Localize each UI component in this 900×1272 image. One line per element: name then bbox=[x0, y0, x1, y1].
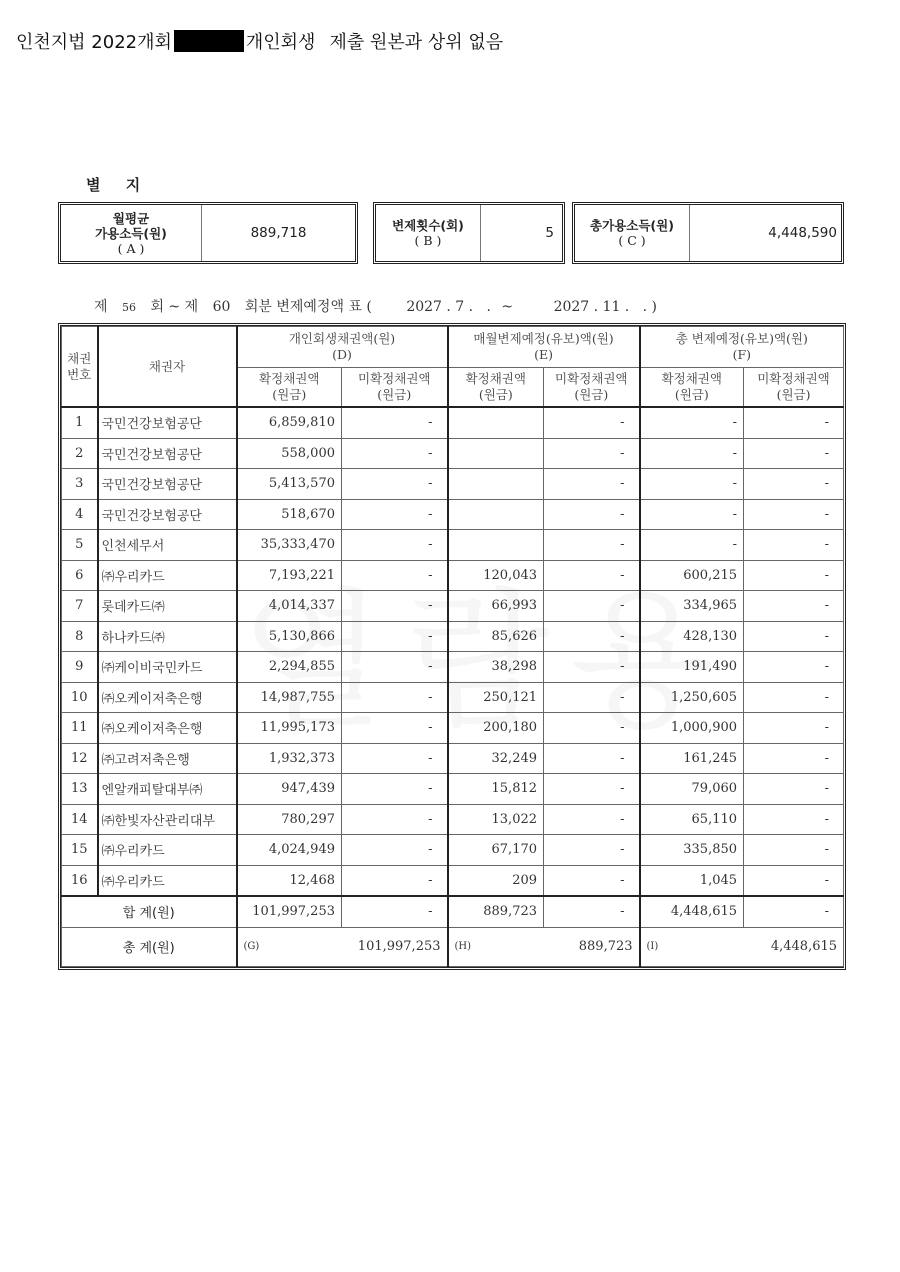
e-unconfirmed: - bbox=[544, 530, 640, 561]
creditor-name: 하나카드㈜ bbox=[98, 621, 237, 652]
d-confirmed: 518,670 bbox=[237, 499, 342, 530]
col-group-e bbox=[448, 327, 640, 368]
f-confirmed: - bbox=[640, 530, 744, 561]
table-row bbox=[62, 682, 844, 713]
table-row bbox=[62, 530, 844, 561]
table-row bbox=[62, 804, 844, 835]
creditor-name: 인천세무서 bbox=[98, 530, 237, 561]
row-number: 13 bbox=[62, 774, 98, 805]
e-unconfirmed: - bbox=[544, 499, 640, 530]
row-number: 1 bbox=[62, 407, 98, 438]
e-unconfirmed: - bbox=[544, 865, 640, 896]
f-confirmed: 191,490 bbox=[640, 652, 744, 683]
case-prefix: 2022개회 bbox=[91, 32, 172, 53]
row-number: 16 bbox=[62, 865, 98, 896]
subtotal-d-confirmed: 101,997,253 bbox=[237, 896, 342, 927]
d-unconfirmed: - bbox=[342, 652, 448, 683]
case-type: 개인회생 bbox=[245, 32, 316, 53]
summary-value-c: 4,448,590 bbox=[768, 225, 837, 241]
e-confirmed bbox=[448, 438, 544, 469]
f-unconfirmed: - bbox=[744, 499, 844, 530]
d-confirmed: 35,333,470 bbox=[237, 530, 342, 561]
header-line: 채권 bbox=[67, 350, 92, 366]
sub-label: 미확정채권액 bbox=[555, 371, 628, 386]
sub-label: 미확정채권액 bbox=[757, 371, 830, 386]
table-row bbox=[62, 835, 844, 866]
period-title bbox=[94, 296, 667, 316]
e-unconfirmed: - bbox=[544, 652, 640, 683]
d-confirmed: 558,000 bbox=[237, 438, 342, 469]
d-unconfirmed: - bbox=[342, 499, 448, 530]
summary-box-repayment-count bbox=[373, 202, 565, 264]
d-confirmed: 6,859,810 bbox=[237, 407, 342, 438]
e-confirmed: 250,121 bbox=[448, 682, 544, 713]
f-confirmed: 335,850 bbox=[640, 835, 744, 866]
table-row bbox=[62, 560, 844, 591]
label-code: ( A ) bbox=[117, 240, 145, 256]
creditor-name: 롯데카드㈜ bbox=[98, 591, 237, 622]
f-unconfirmed: - bbox=[744, 407, 844, 438]
sub-label: 확정채권액 bbox=[661, 371, 722, 386]
group-title: 개인회생채권액(원) bbox=[288, 331, 396, 346]
summary-box-total-income bbox=[572, 202, 844, 264]
e-confirmed: 66,993 bbox=[448, 591, 544, 622]
d-confirmed: 780,297 bbox=[237, 804, 342, 835]
table-row bbox=[62, 469, 844, 500]
e-unconfirmed: - bbox=[544, 560, 640, 591]
f-confirmed: - bbox=[640, 407, 744, 438]
f-unconfirmed: - bbox=[744, 469, 844, 500]
creditor-name: ㈜우리카드 bbox=[98, 835, 237, 866]
d-unconfirmed: - bbox=[342, 591, 448, 622]
d-unconfirmed: - bbox=[342, 804, 448, 835]
sub-label: 확정채권액 bbox=[465, 371, 526, 386]
table-row bbox=[62, 713, 844, 744]
row-number: 5 bbox=[62, 530, 98, 561]
f-confirmed: 161,245 bbox=[640, 743, 744, 774]
sub-note: (원금) bbox=[478, 387, 513, 402]
f-unconfirmed: - bbox=[744, 835, 844, 866]
d-confirmed: 5,413,570 bbox=[237, 469, 342, 500]
header-line: 번호 bbox=[67, 366, 92, 382]
e-confirmed: 15,812 bbox=[448, 774, 544, 805]
f-confirmed: 1,000,900 bbox=[640, 713, 744, 744]
f-unconfirmed: - bbox=[744, 682, 844, 713]
period-prefix: 제 bbox=[94, 299, 108, 315]
value-g: 101,997,253 bbox=[357, 939, 441, 954]
e-unconfirmed: - bbox=[544, 682, 640, 713]
e-confirmed: 85,626 bbox=[448, 621, 544, 652]
d-unconfirmed: - bbox=[342, 774, 448, 805]
grand-total-row bbox=[62, 927, 844, 966]
table-row bbox=[62, 774, 844, 805]
e-unconfirmed: - bbox=[544, 621, 640, 652]
f-unconfirmed: - bbox=[744, 621, 844, 652]
e-confirmed: 200,180 bbox=[448, 713, 544, 744]
value-i: 4,448,615 bbox=[770, 939, 838, 954]
subheader-f-unconfirmed bbox=[744, 368, 844, 408]
e-unconfirmed: - bbox=[544, 774, 640, 805]
table-row bbox=[62, 438, 844, 469]
f-unconfirmed: - bbox=[744, 774, 844, 805]
d-unconfirmed: - bbox=[342, 865, 448, 896]
table-row bbox=[62, 865, 844, 896]
subheader-e-confirmed bbox=[448, 368, 544, 408]
subheader-f-confirmed bbox=[640, 368, 744, 408]
sub-note: (원금) bbox=[574, 387, 609, 402]
creditor-rows bbox=[62, 407, 844, 896]
summary-label-b bbox=[376, 205, 481, 261]
d-confirmed: 1,932,373 bbox=[237, 743, 342, 774]
d-unconfirmed: - bbox=[342, 621, 448, 652]
attachment-label: 별 지 bbox=[86, 176, 151, 194]
subheader-d-confirmed bbox=[237, 368, 342, 408]
f-unconfirmed: - bbox=[744, 652, 844, 683]
row-number: 4 bbox=[62, 499, 98, 530]
subtotal-e-unconfirmed: - bbox=[544, 896, 640, 927]
d-confirmed: 5,130,866 bbox=[237, 621, 342, 652]
period-to-round: 60 bbox=[212, 299, 231, 315]
d-confirmed: 947,439 bbox=[237, 774, 342, 805]
value-h: 889,723 bbox=[578, 939, 633, 954]
summary-value-b: 5 bbox=[545, 225, 554, 241]
subheader-d-unconfirmed bbox=[342, 368, 448, 408]
e-confirmed: 67,170 bbox=[448, 835, 544, 866]
d-unconfirmed: - bbox=[342, 743, 448, 774]
sub-note: (원금) bbox=[674, 387, 709, 402]
e-confirmed: 32,249 bbox=[448, 743, 544, 774]
tag-g: (G) bbox=[243, 941, 260, 952]
table-row bbox=[62, 743, 844, 774]
row-number: 3 bbox=[62, 469, 98, 500]
e-confirmed bbox=[448, 530, 544, 561]
row-number: 12 bbox=[62, 743, 98, 774]
f-confirmed: 600,215 bbox=[640, 560, 744, 591]
creditor-name: ㈜오케이저축은행 bbox=[98, 682, 237, 713]
creditor-name: 국민건강보험공단 bbox=[98, 438, 237, 469]
e-unconfirmed: - bbox=[544, 469, 640, 500]
e-unconfirmed: - bbox=[544, 407, 640, 438]
d-confirmed: 4,014,337 bbox=[237, 591, 342, 622]
table-row bbox=[62, 621, 844, 652]
f-confirmed: - bbox=[640, 438, 744, 469]
table-row bbox=[62, 407, 844, 438]
d-unconfirmed: - bbox=[342, 469, 448, 500]
creditor-name: ㈜오케이저축은행 bbox=[98, 713, 237, 744]
e-unconfirmed: - bbox=[544, 743, 640, 774]
subtotal-label: 합 계(원) bbox=[62, 896, 237, 927]
creditor-name: ㈜케이비국민카드 bbox=[98, 652, 237, 683]
row-number: 9 bbox=[62, 652, 98, 683]
d-confirmed: 7,193,221 bbox=[237, 560, 342, 591]
subtotal-d-unconfirmed: - bbox=[342, 896, 448, 927]
label-line: 월평균 bbox=[112, 210, 150, 226]
f-unconfirmed: - bbox=[744, 560, 844, 591]
col-header-creditor: 채권자 bbox=[98, 327, 237, 408]
row-number: 8 bbox=[62, 621, 98, 652]
row-number: 14 bbox=[62, 804, 98, 835]
label-line: 총가용소득(원) bbox=[590, 218, 674, 233]
label-code: ( C ) bbox=[618, 233, 646, 248]
summary-box-monthly-income bbox=[58, 202, 358, 264]
certification-header bbox=[16, 28, 503, 54]
f-unconfirmed: - bbox=[744, 865, 844, 896]
col-group-d bbox=[237, 327, 448, 368]
period-table-title: 회분 변제예정액 표 ( bbox=[244, 299, 372, 315]
label-code: ( B ) bbox=[414, 233, 442, 248]
d-confirmed: 12,468 bbox=[237, 865, 342, 896]
table-row bbox=[62, 499, 844, 530]
subheader-e-unconfirmed bbox=[544, 368, 640, 408]
e-confirmed: 38,298 bbox=[448, 652, 544, 683]
f-confirmed: 65,110 bbox=[640, 804, 744, 835]
grand-total-label: 총 계(원) bbox=[62, 927, 237, 966]
e-confirmed: 13,022 bbox=[448, 804, 544, 835]
certification-text: 제출 원본과 상위 없음 bbox=[329, 32, 504, 53]
d-unconfirmed: - bbox=[342, 438, 448, 469]
sub-label: 미확정채권액 bbox=[358, 371, 431, 386]
row-number: 15 bbox=[62, 835, 98, 866]
e-unconfirmed: - bbox=[544, 713, 640, 744]
row-number: 11 bbox=[62, 713, 98, 744]
row-number: 10 bbox=[62, 682, 98, 713]
e-confirmed bbox=[448, 469, 544, 500]
d-unconfirmed: - bbox=[342, 835, 448, 866]
d-unconfirmed: - bbox=[342, 560, 448, 591]
d-confirmed: 4,024,949 bbox=[237, 835, 342, 866]
table-row bbox=[62, 591, 844, 622]
summary-label-c bbox=[575, 205, 690, 261]
court-name: 인천지법 bbox=[16, 32, 86, 53]
f-unconfirmed: - bbox=[744, 530, 844, 561]
e-confirmed bbox=[448, 499, 544, 530]
group-title: 총 변제예정(유보)액(원) bbox=[675, 331, 808, 346]
d-unconfirmed: - bbox=[342, 530, 448, 561]
row-number: 7 bbox=[62, 591, 98, 622]
creditor-name: 엔알캐피탈대부㈜ bbox=[98, 774, 237, 805]
subtotal-f-unconfirmed: - bbox=[744, 896, 844, 927]
sub-note: (원금) bbox=[776, 387, 811, 402]
sub-label: 확정채권액 bbox=[259, 371, 320, 386]
tag-h: (H) bbox=[454, 941, 472, 952]
creditor-name: ㈜우리카드 bbox=[98, 865, 237, 896]
f-confirmed: 79,060 bbox=[640, 774, 744, 805]
creditor-name: ㈜한빛자산관리대부 bbox=[98, 804, 237, 835]
group-code: (E) bbox=[534, 347, 553, 362]
f-confirmed: 1,045 bbox=[640, 865, 744, 896]
grand-total-h bbox=[448, 927, 640, 966]
e-unconfirmed: - bbox=[544, 835, 640, 866]
period-from-round: 56 bbox=[121, 301, 136, 314]
period-start: 2027 . 7 . . bbox=[406, 299, 491, 315]
creditor-name: ㈜우리카드 bbox=[98, 560, 237, 591]
f-confirmed: 334,965 bbox=[640, 591, 744, 622]
d-unconfirmed: - bbox=[342, 682, 448, 713]
row-number: 2 bbox=[62, 438, 98, 469]
d-unconfirmed: - bbox=[342, 407, 448, 438]
period-tilde: ~ bbox=[501, 299, 514, 315]
creditor-name: 국민건강보험공단 bbox=[98, 407, 237, 438]
tag-i: (I) bbox=[646, 941, 659, 952]
e-confirmed bbox=[448, 407, 544, 438]
subtotal-f-confirmed: 4,448,615 bbox=[640, 896, 744, 927]
e-unconfirmed: - bbox=[544, 591, 640, 622]
summary-label-a bbox=[61, 205, 202, 261]
sub-note: (원금) bbox=[272, 387, 307, 402]
e-unconfirmed: - bbox=[544, 438, 640, 469]
creditor-name: 국민건강보험공단 bbox=[98, 469, 237, 500]
d-confirmed: 11,995,173 bbox=[237, 713, 342, 744]
f-unconfirmed: - bbox=[744, 743, 844, 774]
f-unconfirmed: - bbox=[744, 438, 844, 469]
grand-total-i bbox=[640, 927, 844, 966]
subtotal-e-confirmed: 889,723 bbox=[448, 896, 544, 927]
f-unconfirmed: - bbox=[744, 591, 844, 622]
row-number: 6 bbox=[62, 560, 98, 591]
d-confirmed: 2,294,855 bbox=[237, 652, 342, 683]
redacted-case-number bbox=[174, 30, 244, 52]
creditor-name: 국민건강보험공단 bbox=[98, 499, 237, 530]
f-unconfirmed: - bbox=[744, 713, 844, 744]
f-confirmed: - bbox=[640, 499, 744, 530]
creditor-name: ㈜고려저축은행 bbox=[98, 743, 237, 774]
e-confirmed: 209 bbox=[448, 865, 544, 896]
f-confirmed: 428,130 bbox=[640, 621, 744, 652]
summary-value-a: 889,718 bbox=[250, 225, 307, 241]
f-confirmed: - bbox=[640, 469, 744, 500]
group-title: 매월변제예정(유보)액(원) bbox=[473, 331, 614, 346]
period-round-word: 회 ~ 제 bbox=[150, 299, 199, 315]
d-confirmed: 14,987,755 bbox=[237, 682, 342, 713]
e-unconfirmed: - bbox=[544, 804, 640, 835]
d-unconfirmed: - bbox=[342, 713, 448, 744]
label-line: 변제횟수(회) bbox=[392, 218, 464, 233]
subtotal-row bbox=[62, 896, 844, 927]
table-row bbox=[62, 652, 844, 683]
grand-total-g bbox=[237, 927, 448, 966]
repayment-table-frame bbox=[58, 323, 846, 970]
f-unconfirmed: - bbox=[744, 804, 844, 835]
col-header-no bbox=[62, 327, 98, 408]
repayment-table bbox=[61, 326, 844, 967]
period-end: 2027 . 11 . . ) bbox=[553, 299, 657, 315]
label-line: 가용소득(원) bbox=[95, 225, 167, 241]
col-group-f bbox=[640, 327, 844, 368]
group-code: (D) bbox=[332, 347, 352, 362]
e-confirmed: 120,043 bbox=[448, 560, 544, 591]
sub-note: (원금) bbox=[377, 387, 412, 402]
f-confirmed: 1,250,605 bbox=[640, 682, 744, 713]
group-code: (F) bbox=[732, 347, 751, 362]
